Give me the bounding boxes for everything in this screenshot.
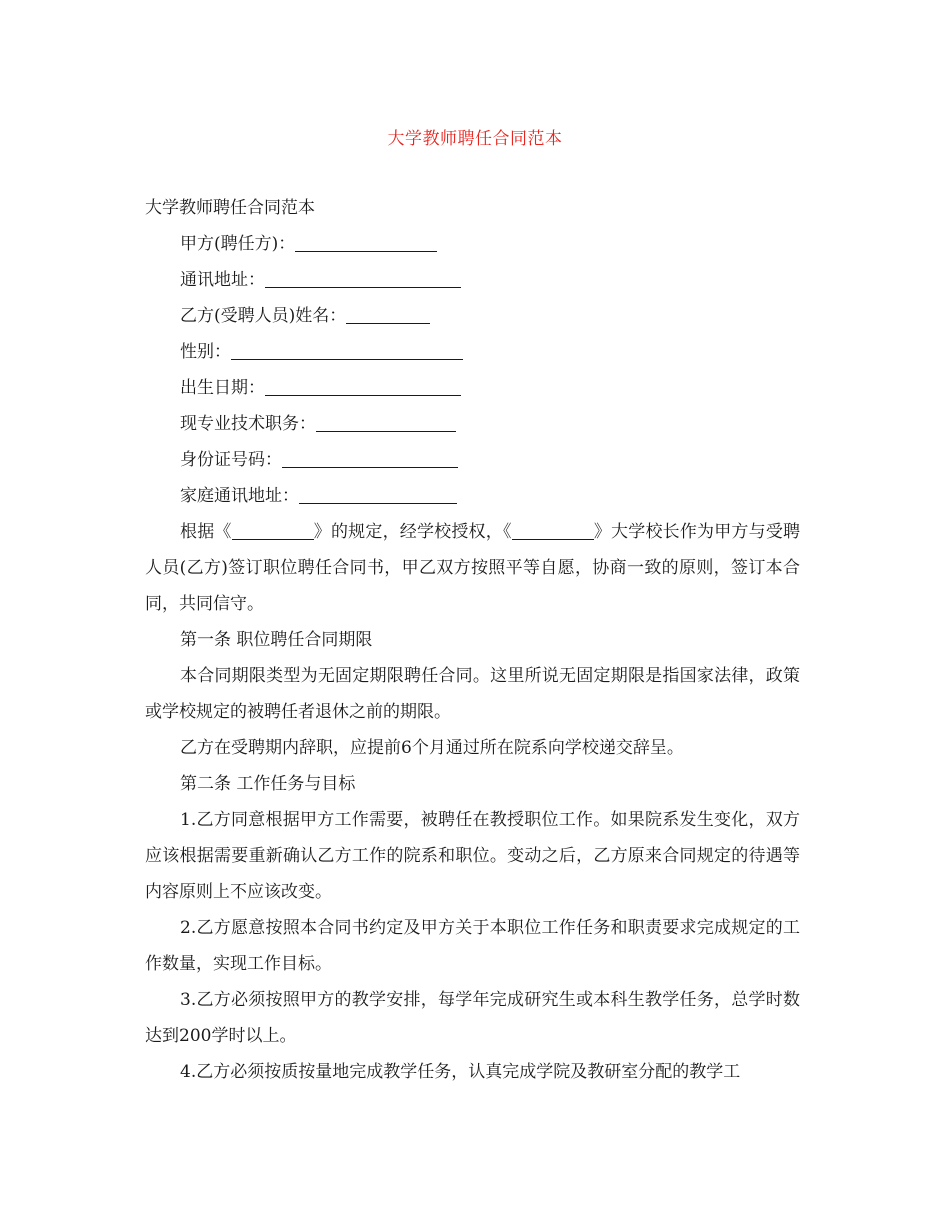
field-address [145,262,800,298]
field-id-number [145,442,800,478]
field-label: 身份证号码： [180,450,282,470]
article-2-item-4: 4.乙方必须按质按量地完成教学任务，认真完成学院及教研室分配的教学工 [180,1062,741,1082]
fill-blank [265,375,461,396]
field-label: 性别： [180,342,231,362]
preamble-text-1: 根据《 [180,522,232,542]
field-label: 出生日期： [180,378,265,398]
article-1-paragraph-2: 乙方在受聘期内辞职，应提前6个月通过所在院系向学校递交辞呈。 [180,738,684,758]
preamble-text-2: 》的规定，经学校授权，《 [313,522,512,542]
field-label: 家庭通讯地址： [180,486,299,506]
fill-blank [299,483,457,504]
field-professional-title [145,406,800,442]
fill-blank [282,447,458,468]
article-2-item-3: 3.乙方必须按照甲方的教学安排，每学年完成研究生或本科生教学任务，总学时数达到200学时以上。 [145,990,800,1046]
document-title: 大学教师聘任合同范本 [387,129,563,149]
fill-blank [232,519,314,540]
fill-blank [316,411,456,432]
field-label: 甲方(聘任方)： [180,234,296,254]
field-label: 乙方(受聘人员)姓名： [180,306,347,326]
preamble-paragraph [145,514,800,622]
fill-blank [346,303,430,324]
article-2-heading: 第二条 工作任务与目标 [180,774,356,794]
field-party-a [145,226,800,262]
field-party-b-name [145,298,800,334]
document-subtitle: 大学教师聘任合同范本 [145,198,315,218]
document-body [145,190,800,1090]
field-label: 现专业技术职务： [180,414,316,434]
fill-blank [231,339,463,360]
fill-blank [512,519,594,540]
field-label: 通讯地址： [180,270,265,290]
article-1-heading: 第一条 职位聘任合同期限 [180,630,373,650]
article-2-item-2: 2.乙方愿意按照本合同书约定及甲方关于本职位工作任务和职责要求完成规定的工作数量，实现工作目标。 [145,918,800,974]
article-1-paragraph-1: 本合同期限类型为无固定期限聘任合同。这里所说无固定期限是指国家法律，政策或学校规定的被聘任者退休之前的期限。 [145,666,800,722]
field-gender [145,334,800,370]
field-home-address [145,478,800,514]
article-2-item-1: 1.乙方同意根据甲方工作需要，被聘任在教授职位工作。如果院系发生变化，双方应该根据需要重新确认乙方工作的院系和职位。变动之后，乙方原来合同规定的待遇等内容原则上不应该改变。 [145,810,800,902]
preamble-text-3: 》大学校长作为甲方与受聘人员(乙方)签订职位聘任合同书，甲乙双方按照平等自愿，协商一致的原则，签订本合同，共同信守。 [145,522,801,614]
fill-blank [265,267,461,288]
fill-blank [295,231,437,252]
field-birthdate [145,370,800,406]
